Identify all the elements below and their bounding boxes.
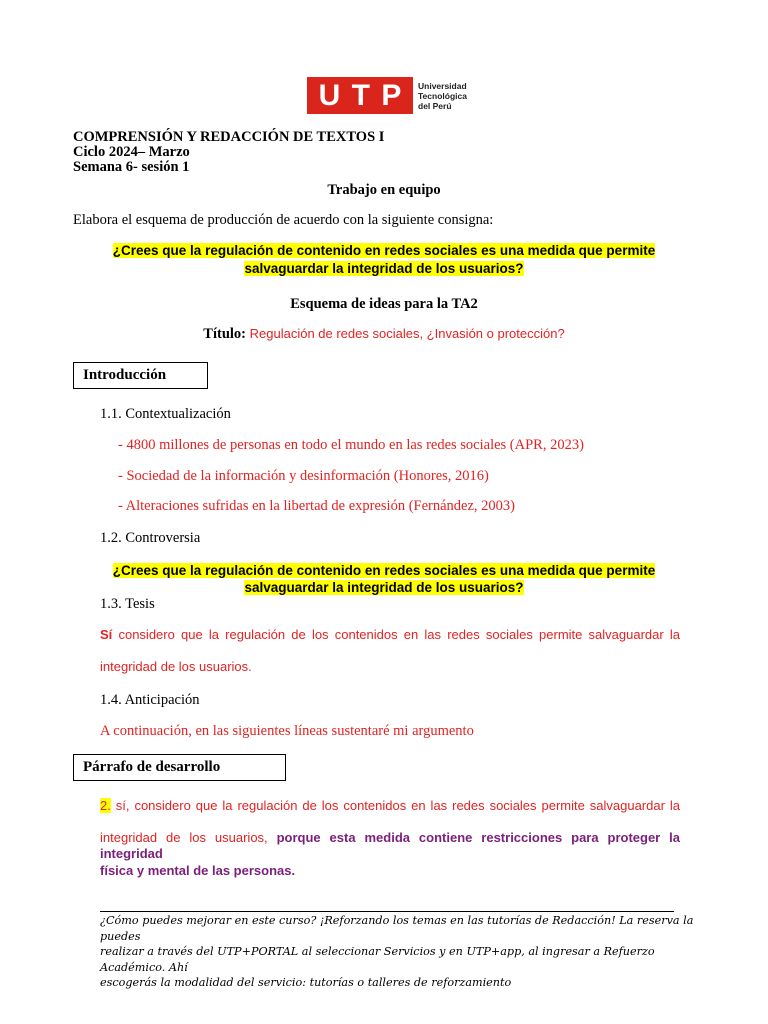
instruction-text: Elabora el esquema de producción de acuerdo con la siguiente consigna: — [73, 212, 494, 228]
context-bullet-2: - Sociedad de la información y desinformación (Honores, 2016) — [118, 468, 489, 484]
context-bullet-3: - Alteraciones sufridas en la libertad de expresión (Fernández, 2003) — [118, 498, 515, 514]
controversy-question-line-2 — [0, 579, 768, 596]
footer-divider — [100, 911, 674, 912]
subsection-contextualization: 1.1. Contextualización — [100, 406, 231, 422]
footer-line-3: escogerás la modalidad del servicio: tutorías o talleres de reforzamiento — [100, 976, 512, 989]
logo-letter-p: P — [381, 79, 402, 112]
development-number: 2. — [100, 798, 111, 813]
anticipation-text: A continuación, en las siguientes líneas sustentaré mi argumento — [100, 723, 474, 739]
work-title: Trabajo en equipo — [327, 182, 441, 198]
thesis-first-word: Sí — [100, 627, 113, 642]
thesis-line-2: integridad de los usuarios. — [100, 659, 252, 674]
controversy-question-line-2-text: salvaguardar la integridad de los usuarios? — [244, 580, 524, 595]
logo-letter-t: T — [351, 79, 370, 112]
section-introduction: Introducción — [73, 362, 208, 389]
thesis-line-1-text: considero que la regulación de los contenidos en las redes sociales permite salvaguardar la — [112, 627, 680, 642]
subsection-controversy: 1.2. Controversia — [100, 530, 201, 546]
question-line-1-text: ¿Crees que la regulación de contenido en redes sociales es una medida que permite — [112, 243, 656, 258]
title-value: Regulación de redes sociales, ¿Invasión o protección? — [249, 326, 565, 341]
logo-letter-u: U — [318, 79, 341, 112]
development-line-2-red: integridad de los usuarios, — [100, 830, 268, 845]
course-week: Semana 6- sesión 1 — [73, 159, 190, 175]
logo-university-name — [418, 81, 467, 111]
controversy-question-line-1 — [0, 562, 768, 579]
development-line-1 — [100, 798, 680, 814]
title-label: Título: — [203, 326, 246, 342]
logo-mark — [307, 77, 413, 114]
development-line-2-purple: porque esta medida contiene restricciones para proteger la integridad — [100, 830, 680, 861]
logo-name-line-3: del Perú — [418, 100, 452, 111]
scheme-title: Esquema de ideas para la TA2 — [290, 296, 478, 312]
footer-line-1: ¿Cómo puedes mejorar en este curso? ¡Reforzando los temas en las tutorías de Redacción! La reserva la puedes — [100, 914, 694, 943]
footer-line-2: realizar a través del UTP+PORTAL al seleccionar Servicios y en UTP+app, al ingresar a Refuerzo Académico. Ahí — [100, 945, 655, 974]
development-line-2 — [100, 830, 680, 862]
development-line-1-text: sí, considero que la regulación de los contenidos en las redes sociales permite salvaguardar la — [110, 798, 680, 813]
logo-name-line-2: Tecnológica — [418, 90, 467, 101]
footer-note — [100, 913, 700, 991]
question-line-2-text: salvaguardar la integridad de los usuarios? — [244, 261, 524, 276]
subsection-thesis: 1.3. Tesis — [100, 596, 155, 612]
development-line-3: física y mental de las personas. — [100, 863, 296, 878]
section-development: Párrafo de desarrollo — [73, 754, 286, 781]
context-bullet-1: - 4800 millones de personas en todo el mundo en las redes sociales (APR, 2023) — [118, 437, 584, 453]
course-cycle: Ciclo 2024– Marzo — [73, 144, 190, 160]
thesis-line-1 — [100, 627, 680, 643]
utp-logo — [307, 77, 467, 114]
question-line-1 — [0, 242, 768, 259]
course-title: COMPRENSIÓN Y REDACCIÓN DE TEXTOS I — [73, 129, 385, 145]
logo-name-line-1: Universidad — [418, 80, 467, 91]
subsection-anticipation: 1.4. Anticipación — [100, 692, 200, 708]
controversy-question-line-1-text: ¿Crees que la regulación de contenido en redes sociales es una medida que permite — [112, 563, 656, 578]
document-title — [0, 326, 768, 342]
question-line-2 — [0, 260, 768, 277]
